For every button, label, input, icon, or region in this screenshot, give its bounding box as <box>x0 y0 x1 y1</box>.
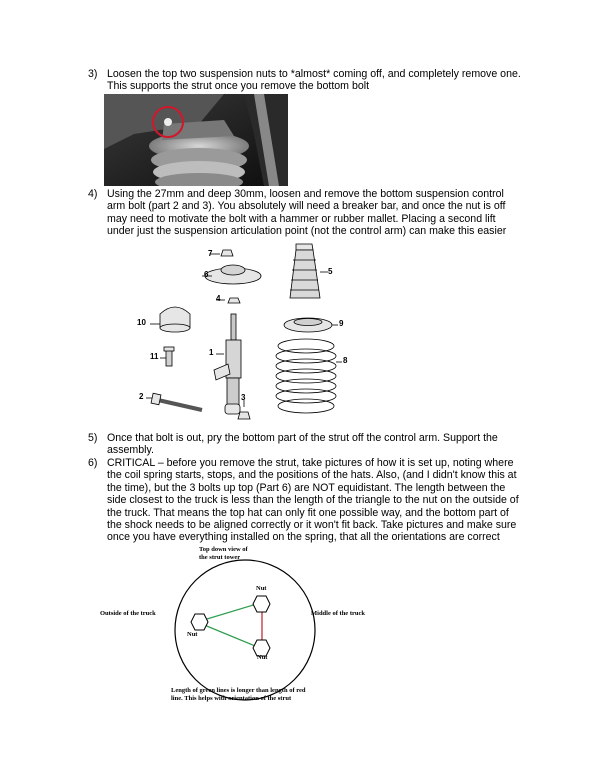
top-view-caption: Length of green lines is longer than length of red line. This helps with orientation of the strut <box>171 687 306 702</box>
step-text: CRITICAL – before you remove the strut, take pictures of how it is set up, noting where the coil spring starts, stops, and the positions of the hats. Also, (and I didn't know this at the time), but the 3 bolts up top (Part 6) are NOT equidistant. The length between the side closest to the truck is less than the length of the triangle to the nut on the outside of the truck. That means the top hat can only fit one possible way, and the bottom part of the shock needs to be aligned correctly or it won't fit back. Take pictures and make sure once you have everything installed on the spring, that all the orientations are correct <box>107 457 519 544</box>
step-number: 3) <box>88 68 98 80</box>
step-text: Using the 27mm and deep 30mm, loosen and remove the bottom suspension control arm bolt (part 2 and 3). You absolutely will need a breaker bar, and once the nut is off may need to motivate the bolt with a hammer or rubber mallet. Placing a second lift under just the suspension articulation point (not the control arm) can make this easier <box>107 188 507 238</box>
middle-label: Middle of the truck <box>311 610 365 617</box>
step-number: 6) <box>88 457 98 469</box>
part-label-11: 11 <box>150 352 159 361</box>
part-label-10: 10 <box>137 318 146 327</box>
nut-label-top: Nut <box>256 585 267 592</box>
part-label-1: 1 <box>209 348 214 357</box>
part-label-4: 4 <box>216 294 221 303</box>
outside-label: Outside of the truck <box>100 610 156 617</box>
part-label-2: 2 <box>139 392 144 401</box>
strut-parts-diagram <box>130 242 360 428</box>
step-text: Loosen the top two suspension nuts to *almost* coming off, and completely remove one. This supports the strut once you remove the bottom bolt <box>107 68 521 93</box>
step-number: 5) <box>88 432 98 444</box>
part-label-3: 3 <box>241 393 246 402</box>
part-label-7: 7 <box>208 249 213 258</box>
part-label-6: 6 <box>204 270 209 279</box>
nut-hex <box>191 614 208 630</box>
nut-label-left: Nut <box>187 631 198 638</box>
top-view-title: Top down view of the strut tower <box>199 546 248 561</box>
step-number: 4) <box>88 188 98 200</box>
part-label-8: 8 <box>343 356 348 365</box>
suspension-nut <box>164 118 172 126</box>
part-label-5: 5 <box>328 267 333 276</box>
part-label-9: 9 <box>339 319 344 328</box>
nut-label-bottom: Nut <box>257 654 268 661</box>
strut-tower-photo <box>104 94 288 186</box>
step-text: Once that bolt is out, pry the bottom part of the strut off the control arm. Support the assembly. <box>107 432 498 457</box>
top-down-view-diagram <box>100 546 390 708</box>
nut-hex <box>253 596 270 612</box>
